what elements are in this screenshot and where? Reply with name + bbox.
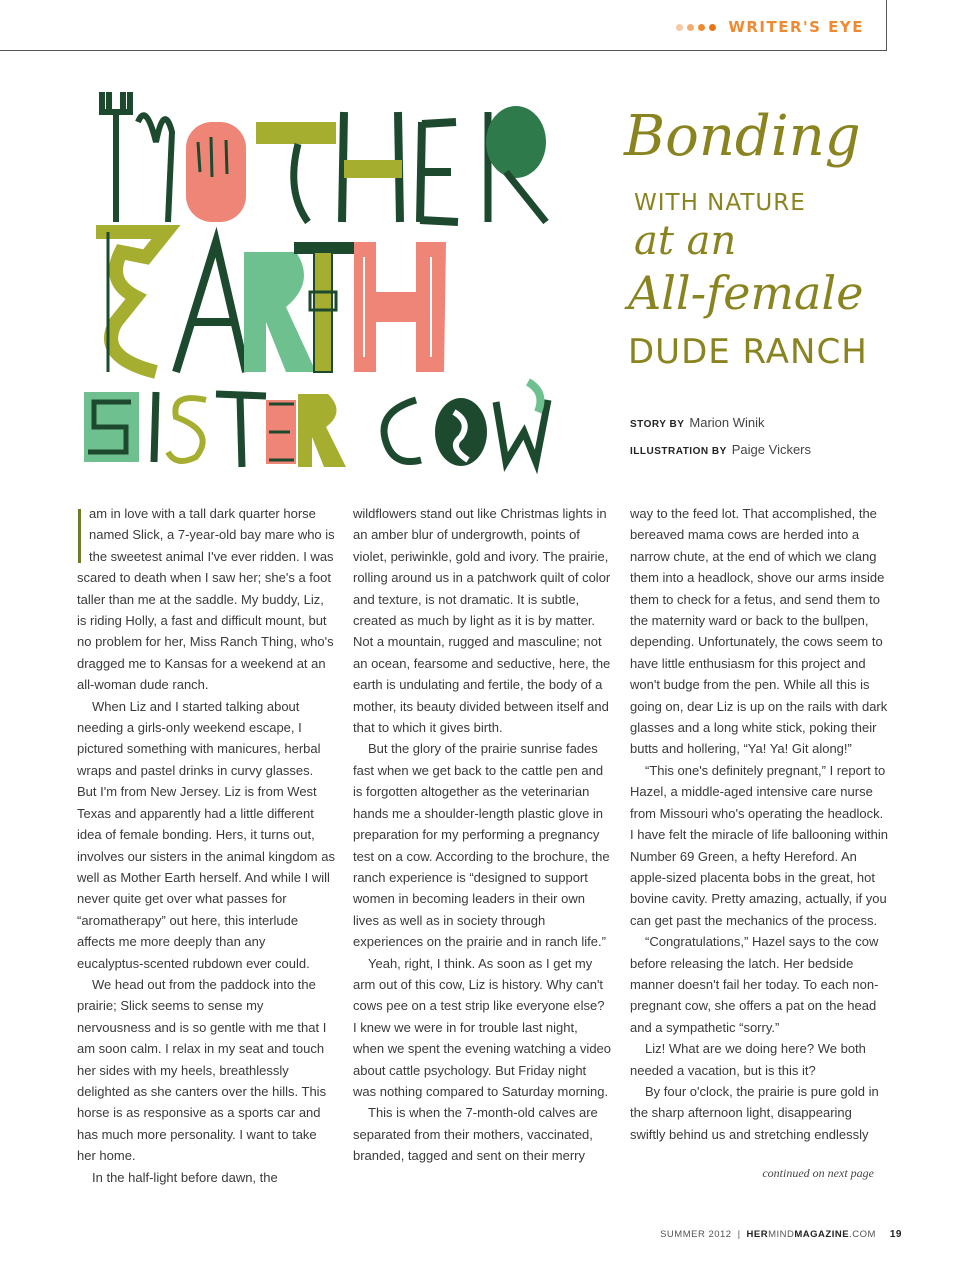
- paragraph: This is when the 7-month-old calves are separated from their mothers, vaccinated, branded, tagged and sent on their merry: [353, 1105, 598, 1164]
- paragraph: “This one's definitely pregnant,” I report to Hazel, a middle-aged intensive care nurse from Missouri who's operating the headlock. I have felt the miracle of life ballooning within Number 69 Green, a hefty Hereford. An apple-sized placenta bobs in the great, hot bovine cavity. Pretty amazing, actually, if you can get past the mechanics of the process.: [630, 762, 888, 928]
- paragraph: Yeah, right, I think. As soon as I get my arm out of this cow, Liz is history. Why can't cows pee on a test strip like everyone else? I knew we were in for trouble last night, when we spent the evening watching a video about cattle psychology. But Friday night was nothing compared to Saturday morning.: [353, 955, 612, 1099]
- paragraph: wildflowers stand out like Christmas lights in an amber blur of undergrowth, points of violet, periwinkle, gold and ivory. The prairie, rolling around us in a patchwork quilt of color and texture, is not dramatic. It is subtle, created as much by light as it is by matter. Not a mountain, rugged and masculine; not an ocean, fearsome and seductive, here, the earth is undulating and fertile, the body of a mother, its beauty divided between itself and that to which it gives birth.: [353, 506, 611, 736]
- title-illustration: [76, 82, 566, 477]
- credits: [630, 410, 811, 464]
- footer-separator: |: [737, 1229, 741, 1240]
- paragraph: am in love with a tall dark quarter horse named Slick, a 7-year-old bay mare who is the sweetest animal I've ever ridden. I was scared to death when I saw her; she's a foot taller than me at the saddle. My buddy, Liz, is riding Holly, a fast and difficult mount, but no problem for her, Miss Ranch Thing, who's dragged me to Kansas for a weekend at an all-woman dude ranch.: [77, 506, 335, 693]
- subtitle-all-female: All-female: [628, 266, 864, 320]
- section-tag: [676, 18, 864, 36]
- subtitle-at-an: at an: [634, 218, 737, 264]
- paragraph: We head out from the paddock into the prairie; Slick seems to sense my nervousness and is so gentle with me that I am soon calm. I relax in my seat and touch her sides with my heels, breathlessly delighted as she canters over the hills. This horse is as responsive as a sports car and has much more personality. I want to take her home.: [77, 976, 327, 1164]
- article-column-2: [353, 503, 611, 1167]
- paragraph: In the half-light before dawn, the: [92, 1169, 278, 1185]
- subtitle-with-nature: WITH NATURE: [634, 190, 806, 216]
- dot-icon: [709, 24, 716, 31]
- page-footer: [660, 1229, 902, 1240]
- dot-icon: [687, 24, 694, 31]
- paragraph: Liz! What are we doing here? We both needed a vacation, but is this it?: [630, 1041, 866, 1078]
- subtitle-bonding: Bonding: [624, 104, 861, 169]
- story-credit: [630, 410, 811, 437]
- header-rule: [0, 50, 886, 51]
- page-number: 19: [889, 1229, 902, 1240]
- illustration-label: ILLUSTRATION BY: [630, 446, 727, 457]
- paragraph: “Congratulations,” Hazel says to the cow before releasing the latch. Her bedside manner doesn't fail her today. To each non-pregnant cow, she offers a pat on the head and a sympathetic “sorry.”: [630, 934, 879, 1035]
- dot-icon: [676, 24, 683, 31]
- story-label: STORY BY: [630, 419, 685, 430]
- title-line-earth: [96, 232, 446, 372]
- section-label: WRITER'S EYE: [728, 18, 864, 36]
- paragraph: By four o'clock, the prairie is pure gold in the sharp afternoon light, disappearing swiftly behind us and stretching endlessly: [630, 1083, 879, 1142]
- subtitle: [624, 104, 884, 394]
- subtitle-dude-ranch: DUDE RANCH: [628, 332, 868, 372]
- paragraph: But the glory of the prairie sunrise fades fast when we get back to the cattle pen and is forgotten altogether as the veterinarian hands me a shoulder-length plastic glove in preparation for my performing a pregnancy test on a cow. According to the brochure, the ranch experience is “designed to support women in becoming leaders in their own lives as well as in society through experiences on the prairie and in ranch life.”: [353, 741, 610, 950]
- dot-icon: [698, 24, 705, 31]
- story-author: Marion Winik: [689, 415, 765, 430]
- paragraph: way to the feed lot. That accomplished, the bereaved mama cows are herded into a narrow chute, at the end of which we clang them into a headlock, shove our arms inside them to check for a fetus, and send them to the maternity ward or back to the bullpen, depending. Unfortunately, the cows seem to have little enthusiasm for this project and won't budge from the pen. While all this is going on, dear Liz is up on the rails with dark glasses and a long white stick, poking their butts and hollering, “Ya! Ya! Git along!”: [630, 506, 888, 757]
- paragraph: When Liz and I started talking about needing a girls-only weekend escape, I pictured something with manicures, herbal wraps and pastel drinks in curvy glasses. But I'm from New Jersey. Liz is from West Texas and apparently had a little different idea of female bonding. Hers, it turns out, involves our sisters in the animal kingdom as well as Mother Earth herself. And while I will never quite get over what passes for “aromatherapy” out here, this interlude affects me more deeply than any eucalyptus-scented rubdown ever could.: [77, 698, 335, 971]
- article-column-1: [77, 503, 335, 1188]
- title-line-mother: [102, 92, 546, 222]
- illustration-credit: [630, 437, 811, 464]
- title-line-sister-cow: [84, 382, 548, 467]
- continued-note: continued on next page: [762, 1166, 874, 1180]
- issue-date: SUMMER 2012: [660, 1229, 732, 1240]
- header-vertical-rule: [886, 0, 887, 51]
- illustrator: Paige Vickers: [731, 442, 812, 457]
- article-column-3: [630, 503, 888, 1145]
- dropcap-bar: [78, 509, 81, 563]
- website: HERMINDMAGAZINE.COM: [746, 1229, 876, 1240]
